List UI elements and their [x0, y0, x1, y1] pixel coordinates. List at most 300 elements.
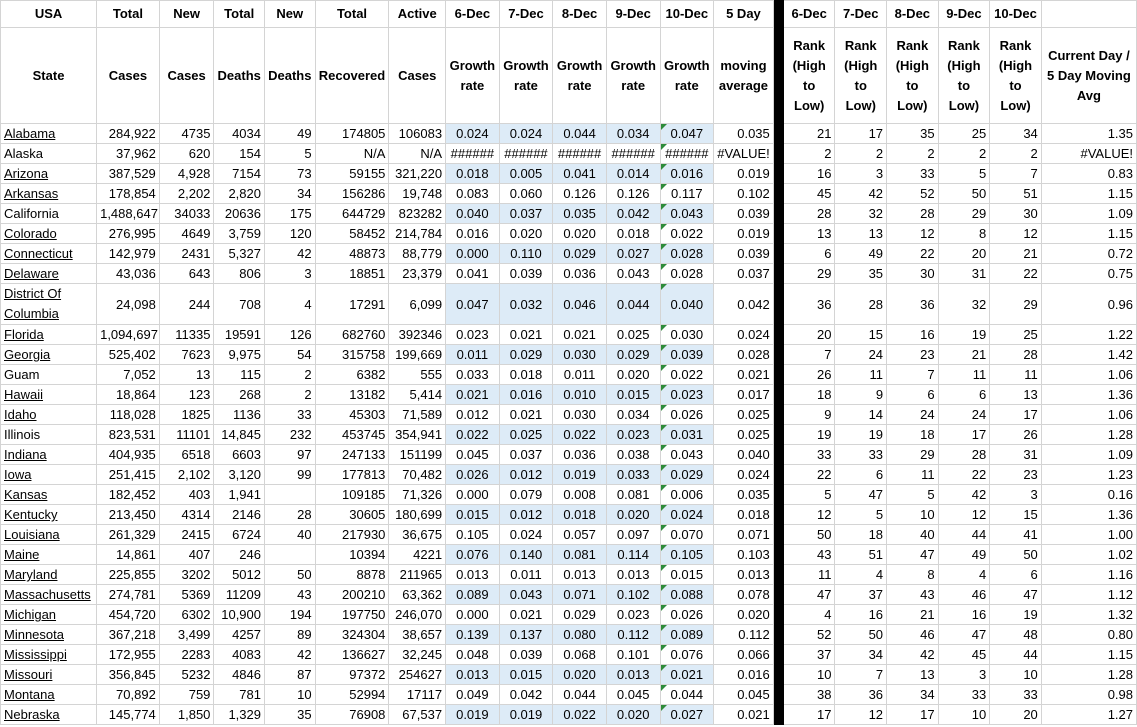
data-cell[interactable]: 22 — [990, 264, 1042, 284]
data-cell[interactable]: 15 — [990, 505, 1042, 525]
data-cell[interactable]: 0.028 — [660, 244, 714, 264]
data-cell[interactable]: 34 — [835, 645, 887, 665]
data-cell[interactable]: 37,962 — [97, 144, 160, 164]
data-cell[interactable]: 182,452 — [97, 485, 160, 505]
data-cell[interactable]: 0.102 — [714, 184, 774, 204]
data-cell[interactable]: 0.020 — [553, 224, 607, 244]
data-cell[interactable]: #VALUE! — [1041, 144, 1136, 164]
data-cell[interactable]: 0.022 — [660, 365, 714, 385]
data-cell[interactable]: 37 — [783, 645, 835, 665]
data-cell[interactable]: 33 — [887, 164, 939, 184]
data-cell[interactable]: 0.025 — [606, 325, 660, 345]
header-date-cell[interactable]: 5 Day — [714, 1, 774, 28]
header-label-cell[interactable]: Growth rate — [499, 28, 553, 124]
data-cell[interactable]: 0.037 — [499, 445, 553, 465]
data-cell[interactable]: 0.016 — [446, 224, 500, 244]
data-cell[interactable]: 73 — [265, 164, 316, 184]
data-cell[interactable]: 759 — [159, 685, 214, 705]
data-cell[interactable]: 1.15 — [1041, 645, 1136, 665]
header-date-cell[interactable]: Total — [214, 1, 265, 28]
data-cell[interactable]: 49 — [835, 244, 887, 264]
data-cell[interactable]: 5 — [265, 144, 316, 164]
state-name-cell[interactable]: Michigan — [1, 605, 97, 625]
data-cell[interactable]: 0.023 — [606, 605, 660, 625]
data-cell[interactable]: 52994 — [315, 685, 389, 705]
data-cell[interactable]: 217930 — [315, 525, 389, 545]
data-cell[interactable]: 13 — [783, 224, 835, 244]
data-cell[interactable]: 3 — [265, 264, 316, 284]
data-cell[interactable]: 0.035 — [553, 204, 607, 224]
data-cell[interactable]: 43 — [783, 545, 835, 565]
data-cell[interactable]: 1,488,647 — [97, 204, 160, 224]
data-cell[interactable]: 3202 — [159, 565, 214, 585]
data-cell[interactable]: 315758 — [315, 345, 389, 365]
data-cell[interactable]: 2146 — [214, 505, 265, 525]
data-cell[interactable]: 0.020 — [606, 365, 660, 385]
data-cell[interactable]: 1,329 — [214, 705, 265, 725]
data-cell[interactable]: 70,482 — [389, 465, 446, 485]
state-name-cell[interactable]: Montana — [1, 685, 97, 705]
data-cell[interactable]: 6724 — [214, 525, 265, 545]
data-cell[interactable]: 71,326 — [389, 485, 446, 505]
data-cell[interactable]: 2283 — [159, 645, 214, 665]
state-name-cell[interactable]: Arkansas — [1, 184, 97, 204]
data-cell[interactable]: 0.024 — [660, 505, 714, 525]
data-cell[interactable]: 247133 — [315, 445, 389, 465]
data-cell[interactable]: 806 — [214, 264, 265, 284]
data-cell[interactable]: 2 — [783, 144, 835, 164]
data-cell[interactable]: 1.42 — [1041, 345, 1136, 365]
data-cell[interactable]: 214,784 — [389, 224, 446, 244]
header-label-cell[interactable]: Recovered — [315, 28, 389, 124]
header-label-cell[interactable]: Growth rate — [446, 28, 500, 124]
header-label-cell[interactable]: Current Day / 5 Day Moving Avg — [1041, 28, 1136, 124]
data-cell[interactable]: 6302 — [159, 605, 214, 625]
data-cell[interactable]: 30605 — [315, 505, 389, 525]
data-cell[interactable]: 1.12 — [1041, 585, 1136, 605]
state-name-cell[interactable]: Mississippi — [1, 645, 97, 665]
data-cell[interactable]: 38,657 — [389, 625, 446, 645]
state-name-cell[interactable]: Kansas — [1, 485, 97, 505]
data-cell[interactable]: 0.017 — [714, 385, 774, 405]
state-name-cell[interactable]: Colorado — [1, 224, 97, 244]
data-cell[interactable]: 48 — [990, 625, 1042, 645]
data-cell[interactable]: 0.140 — [499, 545, 553, 565]
data-cell[interactable]: 403 — [159, 485, 214, 505]
data-cell[interactable]: 0.045 — [714, 685, 774, 705]
data-cell[interactable]: 620 — [159, 144, 214, 164]
data-cell[interactable]: 0.015 — [499, 665, 553, 685]
data-cell[interactable]: 213,450 — [97, 505, 160, 525]
header-date-cell[interactable]: 8-Dec — [553, 1, 607, 28]
data-cell[interactable]: 0.033 — [606, 465, 660, 485]
data-cell[interactable]: 0.016 — [660, 164, 714, 184]
data-cell[interactable]: 51 — [990, 184, 1042, 204]
data-cell[interactable]: 43,036 — [97, 264, 160, 284]
data-cell[interactable]: 211965 — [389, 565, 446, 585]
data-cell[interactable]: 1.02 — [1041, 545, 1136, 565]
data-cell[interactable]: 42 — [887, 645, 939, 665]
state-name-cell[interactable]: Maine — [1, 545, 97, 565]
data-cell[interactable]: 0.039 — [499, 645, 553, 665]
data-cell[interactable]: 0.137 — [499, 625, 553, 645]
data-cell[interactable]: 0.045 — [446, 445, 500, 465]
data-cell[interactable]: 0.045 — [606, 685, 660, 705]
data-cell[interactable]: 33 — [265, 405, 316, 425]
data-cell[interactable]: 261,329 — [97, 525, 160, 545]
data-cell[interactable]: 0.022 — [553, 425, 607, 445]
data-cell[interactable]: 0.034 — [606, 405, 660, 425]
data-cell[interactable]: 0.021 — [714, 365, 774, 385]
data-cell[interactable]: 0.013 — [446, 665, 500, 685]
data-cell[interactable]: 11 — [835, 365, 887, 385]
data-cell[interactable]: 118,028 — [97, 405, 160, 425]
data-cell[interactable]: 321,220 — [389, 164, 446, 184]
data-cell[interactable]: 58452 — [315, 224, 389, 244]
data-cell[interactable]: 46 — [887, 625, 939, 645]
data-cell[interactable]: 10 — [938, 705, 990, 725]
data-cell[interactable]: 6 — [783, 244, 835, 264]
data-cell[interactable]: N/A — [389, 144, 446, 164]
data-cell[interactable]: 97372 — [315, 665, 389, 685]
data-cell[interactable]: 0.013 — [714, 565, 774, 585]
data-cell[interactable]: 1.28 — [1041, 425, 1136, 445]
data-cell[interactable]: 356,845 — [97, 665, 160, 685]
header-label-cell[interactable]: Growth rate — [606, 28, 660, 124]
header-date-cell[interactable]: 10-Dec — [660, 1, 714, 28]
data-cell[interactable]: 123 — [159, 385, 214, 405]
data-cell[interactable]: 2,102 — [159, 465, 214, 485]
data-cell[interactable]: 0.018 — [499, 365, 553, 385]
data-cell[interactable]: 7 — [990, 164, 1042, 184]
data-cell[interactable]: 0.088 — [660, 585, 714, 605]
header-date-cell[interactable]: Total — [97, 1, 160, 28]
data-cell[interactable]: 0.042 — [714, 284, 774, 325]
header-label-cell[interactable]: Rank (High to Low) — [783, 28, 835, 124]
data-cell[interactable]: ###### — [446, 144, 500, 164]
header-label-cell[interactable]: Rank (High to Low) — [835, 28, 887, 124]
data-cell[interactable]: ###### — [660, 144, 714, 164]
data-cell[interactable]: 22 — [783, 465, 835, 485]
data-cell[interactable]: 18 — [835, 525, 887, 545]
data-cell[interactable]: 71,589 — [389, 405, 446, 425]
data-cell[interactable]: 0.114 — [606, 545, 660, 565]
data-cell[interactable]: 1.15 — [1041, 224, 1136, 244]
data-cell[interactable]: 14 — [835, 405, 887, 425]
data-cell[interactable]: 23,379 — [389, 264, 446, 284]
data-cell[interactable]: 12 — [783, 505, 835, 525]
data-cell[interactable]: 1,941 — [214, 485, 265, 505]
data-cell[interactable]: 50 — [783, 525, 835, 545]
data-cell[interactable]: 6603 — [214, 445, 265, 465]
data-cell[interactable]: 51 — [835, 545, 887, 565]
data-cell[interactable]: 0.021 — [714, 705, 774, 725]
data-cell[interactable]: 35 — [835, 264, 887, 284]
data-cell[interactable]: 4846 — [214, 665, 265, 685]
data-cell[interactable]: 40 — [887, 525, 939, 545]
data-cell[interactable]: 0.80 — [1041, 625, 1136, 645]
data-cell[interactable]: 1.23 — [1041, 465, 1136, 485]
data-cell[interactable]: 24 — [835, 345, 887, 365]
header-date-cell[interactable]: New — [265, 1, 316, 28]
data-cell[interactable]: 4649 — [159, 224, 214, 244]
data-cell[interactable]: 115 — [214, 365, 265, 385]
data-cell[interactable]: 2 — [938, 144, 990, 164]
data-cell[interactable]: 0.011 — [499, 565, 553, 585]
data-cell[interactable]: 0.16 — [1041, 485, 1136, 505]
header-date-cell[interactable]: Total — [315, 1, 389, 28]
header-label-cell[interactable]: Rank (High to Low) — [938, 28, 990, 124]
data-cell[interactable]: 11 — [887, 465, 939, 485]
data-cell[interactable]: 0.72 — [1041, 244, 1136, 264]
data-cell[interactable]: 225,855 — [97, 565, 160, 585]
data-cell[interactable]: 42 — [265, 645, 316, 665]
data-cell[interactable]: 31 — [938, 264, 990, 284]
data-cell[interactable]: 59155 — [315, 164, 389, 184]
data-cell[interactable]: ###### — [553, 144, 607, 164]
data-cell[interactable]: 708 — [214, 284, 265, 325]
data-cell[interactable]: 32,245 — [389, 645, 446, 665]
data-cell[interactable]: 0.010 — [553, 385, 607, 405]
data-cell[interactable]: 5 — [938, 164, 990, 184]
data-cell[interactable]: 0.024 — [714, 325, 774, 345]
header-date-cell[interactable]: USA — [1, 1, 97, 28]
data-cell[interactable]: 54 — [265, 345, 316, 365]
data-cell[interactable]: 33 — [990, 685, 1042, 705]
header-label-cell[interactable]: Deaths — [214, 28, 265, 124]
data-cell[interactable]: 29 — [887, 445, 939, 465]
data-cell[interactable]: 0.027 — [660, 705, 714, 725]
data-cell[interactable]: 17291 — [315, 284, 389, 325]
data-cell[interactable]: 5 — [835, 505, 887, 525]
data-cell[interactable]: 7 — [887, 365, 939, 385]
data-cell[interactable]: 42 — [938, 485, 990, 505]
data-cell[interactable]: 33 — [938, 685, 990, 705]
data-cell[interactable]: 0.046 — [553, 284, 607, 325]
data-cell[interactable]: 6 — [887, 385, 939, 405]
data-cell[interactable]: 3 — [835, 164, 887, 184]
data-cell[interactable]: 367,218 — [97, 625, 160, 645]
data-cell[interactable]: 0.022 — [446, 425, 500, 445]
data-cell[interactable]: 2431 — [159, 244, 214, 264]
data-cell[interactable]: 197750 — [315, 605, 389, 625]
data-cell[interactable]: 8878 — [315, 565, 389, 585]
data-cell[interactable]: 16 — [783, 164, 835, 184]
data-cell[interactable]: 34 — [990, 124, 1042, 144]
data-cell[interactable]: 19 — [938, 325, 990, 345]
data-cell[interactable]: 19 — [783, 425, 835, 445]
data-cell[interactable]: 34 — [265, 184, 316, 204]
data-cell[interactable]: 0.081 — [553, 545, 607, 565]
data-cell[interactable]: 0.020 — [606, 705, 660, 725]
data-cell[interactable]: 643 — [159, 264, 214, 284]
data-cell[interactable]: 644729 — [315, 204, 389, 224]
data-cell[interactable]: 0.018 — [553, 505, 607, 525]
data-cell[interactable]: 0.037 — [714, 264, 774, 284]
data-cell[interactable]: 32 — [835, 204, 887, 224]
data-cell[interactable]: 0.75 — [1041, 264, 1136, 284]
data-cell[interactable]: 5232 — [159, 665, 214, 685]
data-cell[interactable]: 0.013 — [553, 565, 607, 585]
data-cell[interactable]: 0.012 — [499, 505, 553, 525]
data-cell[interactable]: 42 — [835, 184, 887, 204]
data-cell[interactable]: 7 — [835, 665, 887, 685]
data-cell[interactable]: 17 — [835, 124, 887, 144]
state-name-cell[interactable]: Louisiana — [1, 525, 97, 545]
data-cell[interactable]: 18851 — [315, 264, 389, 284]
data-cell[interactable]: 6,099 — [389, 284, 446, 325]
data-cell[interactable]: 0.036 — [553, 264, 607, 284]
header-date-cell[interactable]: 6-Dec — [446, 1, 500, 28]
data-cell[interactable]: 1.09 — [1041, 204, 1136, 224]
data-cell[interactable]: 21 — [887, 605, 939, 625]
header-date-cell[interactable]: 6-Dec — [783, 1, 835, 28]
data-cell[interactable]: 0.000 — [446, 244, 500, 264]
data-cell[interactable]: 18 — [783, 385, 835, 405]
data-cell[interactable]: 0.016 — [499, 385, 553, 405]
data-cell[interactable]: 246 — [214, 545, 265, 565]
data-cell[interactable]: 0.042 — [499, 685, 553, 705]
data-cell[interactable]: 404,935 — [97, 445, 160, 465]
data-cell[interactable]: 2,202 — [159, 184, 214, 204]
data-cell[interactable]: 0.029 — [553, 605, 607, 625]
data-cell[interactable]: 232 — [265, 425, 316, 445]
data-cell[interactable]: 175 — [265, 204, 316, 224]
data-cell[interactable]: 13 — [159, 365, 214, 385]
data-cell[interactable]: 0.024 — [499, 124, 553, 144]
data-cell[interactable]: 0.039 — [499, 264, 553, 284]
data-cell[interactable]: 1.36 — [1041, 385, 1136, 405]
data-cell[interactable]: 0.047 — [446, 284, 500, 325]
state-name-cell[interactable]: Missouri — [1, 665, 97, 685]
data-cell[interactable]: 7623 — [159, 345, 214, 365]
header-date-cell[interactable]: 7-Dec — [835, 1, 887, 28]
data-cell[interactable]: 0.013 — [606, 665, 660, 685]
data-cell[interactable]: 682760 — [315, 325, 389, 345]
state-name-cell[interactable]: Kentucky — [1, 505, 97, 525]
header-date-cell[interactable]: 10-Dec — [990, 1, 1042, 28]
data-cell[interactable]: 178,854 — [97, 184, 160, 204]
data-cell[interactable]: 4083 — [214, 645, 265, 665]
data-cell[interactable]: 11101 — [159, 425, 214, 445]
data-cell[interactable]: 0.102 — [606, 585, 660, 605]
header-label-cell[interactable]: Growth rate — [553, 28, 607, 124]
data-cell[interactable]: 0.014 — [606, 164, 660, 184]
data-cell[interactable]: 4221 — [389, 545, 446, 565]
data-cell[interactable]: 0.117 — [660, 184, 714, 204]
data-cell[interactable]: 120 — [265, 224, 316, 244]
data-cell[interactable]: 10 — [990, 665, 1042, 685]
data-cell[interactable]: 0.105 — [446, 525, 500, 545]
data-cell[interactable]: 5 — [783, 485, 835, 505]
data-cell[interactable]: 16 — [887, 325, 939, 345]
data-cell[interactable]: 0.006 — [660, 485, 714, 505]
header-date-cell[interactable]: 8-Dec — [887, 1, 939, 28]
data-cell[interactable]: 268 — [214, 385, 265, 405]
state-name-cell[interactable]: Alabama — [1, 124, 97, 144]
data-cell[interactable]: 29 — [783, 264, 835, 284]
data-cell[interactable]: 244 — [159, 284, 214, 325]
data-cell[interactable]: 0.081 — [606, 485, 660, 505]
header-label-cell[interactable]: Cases — [97, 28, 160, 124]
data-cell[interactable]: 21 — [990, 244, 1042, 264]
data-cell[interactable]: 76908 — [315, 705, 389, 725]
data-cell[interactable]: 0.021 — [499, 325, 553, 345]
data-cell[interactable]: 4257 — [214, 625, 265, 645]
data-cell[interactable]: 5369 — [159, 585, 214, 605]
data-cell[interactable]: 0.044 — [553, 685, 607, 705]
state-name-cell[interactable]: Idaho — [1, 405, 97, 425]
data-cell[interactable]: 0.030 — [553, 345, 607, 365]
data-cell[interactable]: 30 — [990, 204, 1042, 224]
data-cell[interactable]: 20 — [938, 244, 990, 264]
data-cell[interactable]: 0.019 — [499, 705, 553, 725]
data-cell[interactable]: 18 — [887, 425, 939, 445]
data-cell[interactable]: 0.022 — [660, 224, 714, 244]
data-cell[interactable]: 35 — [265, 705, 316, 725]
data-cell[interactable]: 0.079 — [499, 485, 553, 505]
data-cell[interactable]: 10394 — [315, 545, 389, 565]
data-cell[interactable]: 23 — [990, 465, 1042, 485]
data-cell[interactable]: 21 — [783, 124, 835, 144]
data-cell[interactable]: 7154 — [214, 164, 265, 184]
data-cell[interactable]: 18,864 — [97, 385, 160, 405]
data-cell[interactable]: 3 — [990, 485, 1042, 505]
data-cell[interactable]: 0.015 — [660, 565, 714, 585]
data-cell[interactable]: 3,499 — [159, 625, 214, 645]
data-cell[interactable]: 0.041 — [446, 264, 500, 284]
data-cell[interactable]: ###### — [499, 144, 553, 164]
data-cell[interactable]: 5012 — [214, 565, 265, 585]
data-cell[interactable]: 0.015 — [446, 505, 500, 525]
data-cell[interactable]: 11 — [938, 365, 990, 385]
data-cell[interactable]: 11335 — [159, 325, 214, 345]
data-cell[interactable]: 1.06 — [1041, 405, 1136, 425]
data-cell[interactable]: 0.044 — [660, 685, 714, 705]
data-cell[interactable]: 0.025 — [714, 425, 774, 445]
data-cell[interactable]: 0.98 — [1041, 685, 1136, 705]
data-cell[interactable]: 17 — [990, 405, 1042, 425]
data-cell[interactable]: 0.039 — [714, 204, 774, 224]
data-cell[interactable]: 4735 — [159, 124, 214, 144]
data-cell[interactable]: 11209 — [214, 585, 265, 605]
data-cell[interactable]: 0.83 — [1041, 164, 1136, 184]
data-cell[interactable]: 0.016 — [714, 665, 774, 685]
data-cell[interactable]: 12 — [938, 505, 990, 525]
data-cell[interactable]: 2,820 — [214, 184, 265, 204]
header-date-cell[interactable]: 9-Dec — [938, 1, 990, 28]
data-cell[interactable]: 16 — [835, 605, 887, 625]
data-cell[interactable]: 1.22 — [1041, 325, 1136, 345]
data-cell[interactable]: 0.060 — [499, 184, 553, 204]
data-cell[interactable]: 50 — [265, 565, 316, 585]
data-cell[interactable]: 0.083 — [446, 184, 500, 204]
data-cell[interactable]: 0.000 — [446, 485, 500, 505]
data-cell[interactable]: 0.035 — [714, 124, 774, 144]
data-cell[interactable]: 9 — [835, 385, 887, 405]
data-cell[interactable]: 4 — [835, 565, 887, 585]
data-cell[interactable]: 453745 — [315, 425, 389, 445]
data-cell[interactable]: 0.021 — [446, 385, 500, 405]
data-cell[interactable]: 0.028 — [714, 345, 774, 365]
data-cell[interactable]: 38 — [783, 685, 835, 705]
data-cell[interactable]: 99 — [265, 465, 316, 485]
data-cell[interactable]: 0.071 — [714, 525, 774, 545]
data-cell[interactable]: 13 — [835, 224, 887, 244]
data-cell[interactable]: 284,922 — [97, 124, 160, 144]
header-label-cell[interactable]: Cases — [389, 28, 446, 124]
data-cell[interactable]: 0.029 — [660, 465, 714, 485]
